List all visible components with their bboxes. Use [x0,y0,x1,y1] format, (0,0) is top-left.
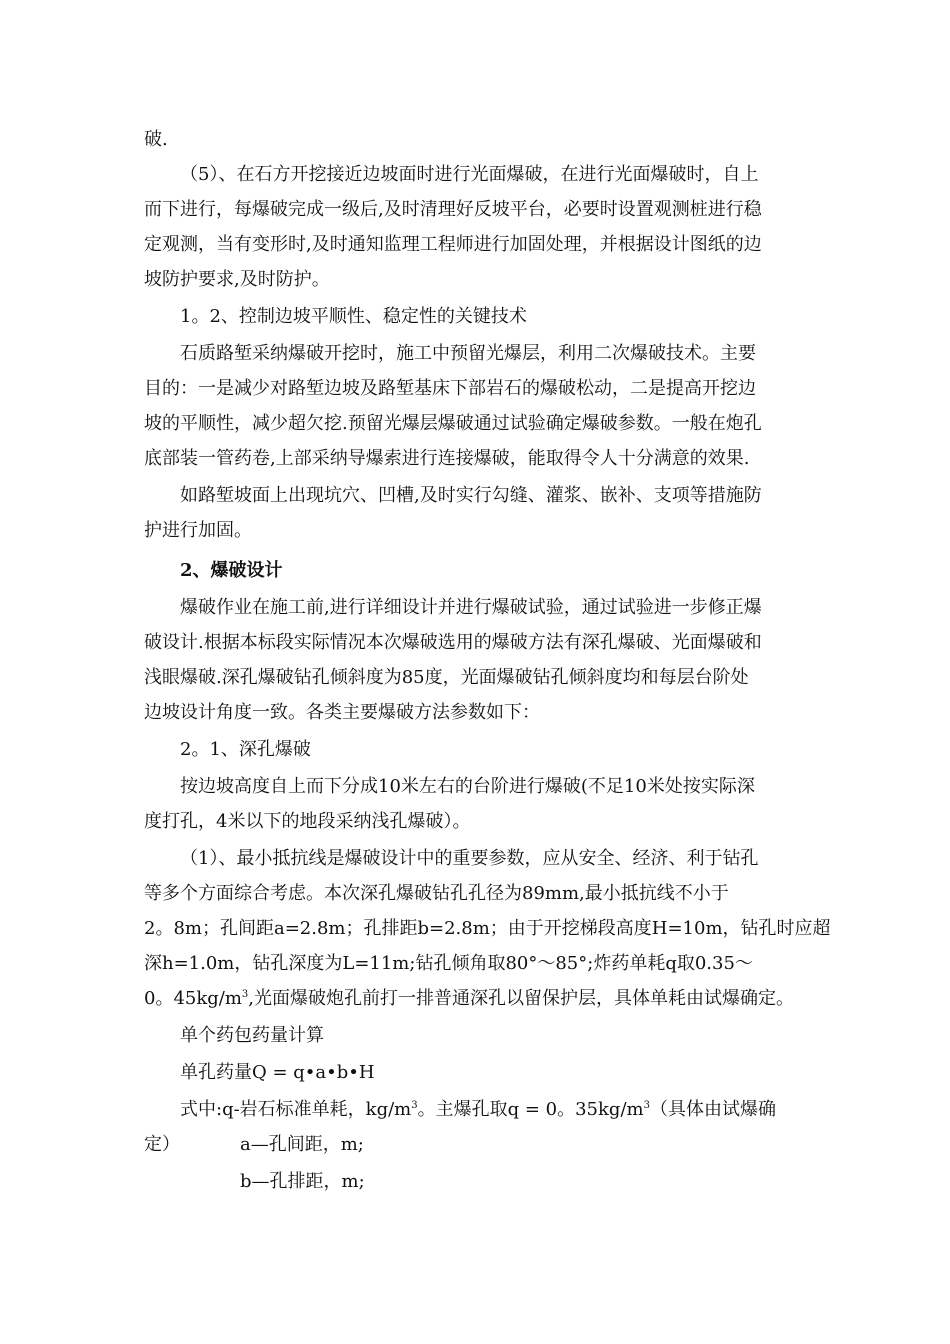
section-heading: 2、爆破设计 [180,560,283,581]
paragraph-line [144,987,794,1011]
text-segment: （具体由试爆确 [649,1099,776,1120]
variable-definition: b—孔排距，m; [240,1171,365,1192]
superscript: 3 [411,1100,418,1111]
paragraph-line: 定） [144,1134,180,1155]
paragraph-line: 破设计.根据本标段实际情况本次爆破选用的爆破方法有深孔爆破、光面爆破和 [144,632,762,653]
paragraph-line: （5）、在石方开挖接近边坡面时进行光面爆破，在进行光面爆破时，自上 [180,164,759,185]
paragraph-line: 破. [144,129,168,150]
paragraph-line: 如路堑坡面上出现坑穴、凹槽,及时实行勾缝、灌浆、嵌补、支项等措施防 [180,485,762,506]
superscript: 3 [241,989,249,1000]
paragraph-line: 按边坡高度自上而下分成10米左右的台阶进行爆破(不足10米处按实际深 [180,776,755,797]
formula-line: 单孔药量Q = q•a•b•H [180,1062,375,1083]
paragraph-line: 坡的平顺性，减少超欠挖.预留光爆层爆破通过试验确定爆破参数。一般在炮孔 [144,413,762,434]
paragraph-line: 护进行加固。 [144,520,252,541]
paragraph-line: 深h=1.0m，钻孔深度为L=11m;钻孔倾角取80°～85°;炸药单耗q取0.35～ [144,953,753,974]
paragraph-line: 目的：一是减少对路堑边坡及路堑基床下部岩石的爆破松动，二是提高开挖边 [144,378,756,399]
text-segment: 式中:q-岩石标准单耗，kg/m [180,1099,412,1120]
paragraph-line: 定观测，当有变形时,及时通知监理工程师进行加固处理，并根据设计图纸的边 [144,234,762,255]
paragraph-line: 单个药包药量计算 [180,1025,324,1046]
paragraph-line: 爆破作业在施工前,进行详细设计并进行爆破试验，通过试验进一步修正爆 [180,597,762,618]
paragraph-line: 石质路堑采纳爆破开挖时，施工中预留光爆层，利用二次爆破技术。主要 [180,343,756,364]
subsection-heading: 2。1、深孔爆破 [180,739,311,760]
paragraph-line: 边坡设计角度一致。各类主要爆破方法参数如下： [144,702,540,723]
paragraph-line: 等多个方面综合考虑。本次深孔爆破钻孔孔径为89mm,最小抵抗线不小于 [144,883,729,904]
text-segment: 。主爆孔取q = 0。35kg/m [417,1099,644,1120]
paragraph-line: 而下进行，每爆破完成一级后,及时清理好反坡平台，必要时设置观测桩进行稳 [144,199,762,220]
variable-definition: a—孔间距，m; [240,1134,364,1155]
paragraph-line: 度打孔，4米以下的地段采纳浅孔爆破）。 [144,811,471,832]
text-segment: ,光面爆破炮孔前打一排普通深孔以留保护层，具体单耗由试爆确定。 [248,988,795,1009]
superscript: 3 [643,1100,650,1111]
paragraph-line: 浅眼爆破.深孔爆破钻孔倾斜度为85度，光面爆破钻孔倾斜度均和每层台阶处 [144,667,749,688]
paragraph-line: 坡防护要求,及时防护。 [144,269,330,290]
subsection-heading: 1。2、控制边坡平顺性、稳定性的关键技术 [180,306,527,327]
paragraph-line [180,1098,776,1122]
paragraph-line: 底部装一管药卷,上部采纳导爆索进行连接爆破，能取得令人十分满意的效果. [144,448,750,469]
paragraph-line: 2。8m；孔间距a=2.8m；孔排距b=2.8m；由于开挖梯段高度H=10m，钻孔时应超 [144,918,831,939]
text-segment: 0。45kg/m [144,988,242,1009]
paragraph-line: （1）、最小抵抗线是爆破设计中的重要参数，应从安全、经济、利于钻孔 [180,848,759,869]
